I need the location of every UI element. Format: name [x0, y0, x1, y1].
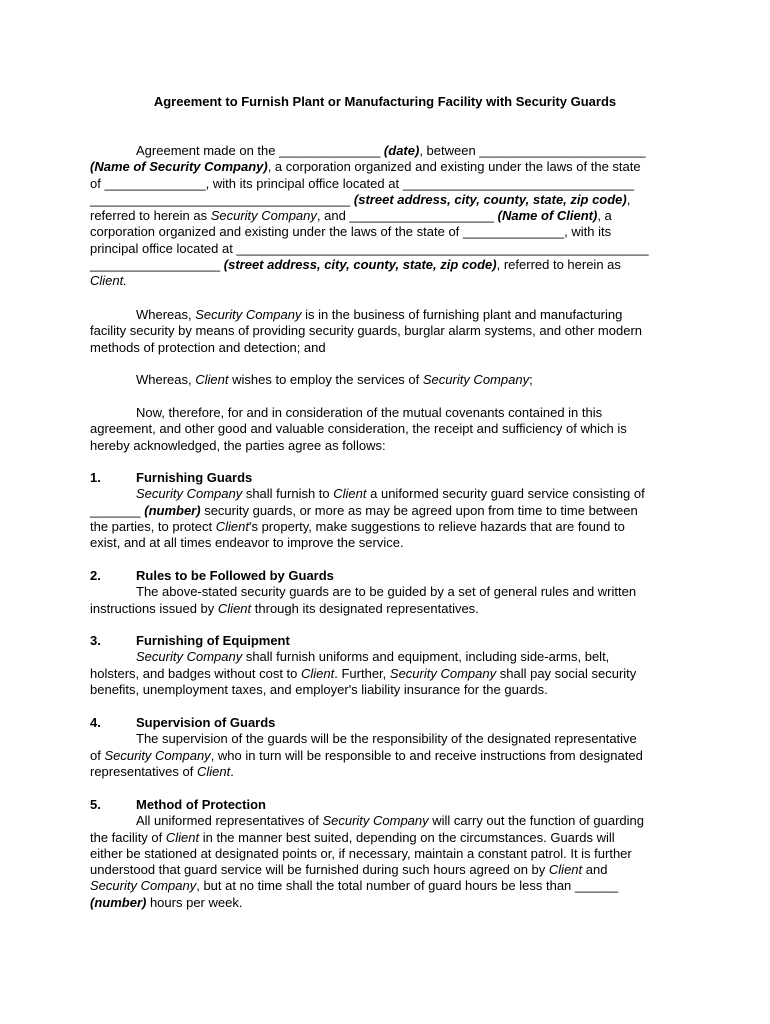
text-line: Security Company shall furnish uniforms and equipment, including side-arms, belt, — [136, 649, 610, 665]
text-line: principal office located at _________________________________________________________ — [90, 240, 649, 256]
text-line: All uniformed representatives of Security Company will carry out the function of guarding — [136, 813, 644, 829]
section-supervision — [90, 715, 680, 780]
text-line: Client. — [90, 273, 127, 289]
text-line: methods of protection and detection; and — [90, 339, 326, 355]
text-line: of Security Company, who in turn will be responsible to and receive instructions from designated — [90, 747, 643, 763]
text-line: (number) hours per week. — [90, 894, 243, 910]
section-equipment — [90, 633, 680, 698]
text-line: Whereas, Client wishes to employ the services of Security Company; — [136, 372, 533, 387]
text-line: __________________ (street address, city, county, state, zip code), referred to herein as — [90, 257, 621, 273]
text-line: The above-stated security guards are to be guided by a set of general rules and written — [136, 584, 637, 600]
text-line: agreement, and other good and valuable consideration, the receipt and sufficiency of which is — [90, 421, 627, 437]
text-line: Agreement made on the ______________ (date), between _______________________ — [136, 143, 646, 158]
section-heading: 2. Rules to be Followed by Guards — [90, 568, 334, 583]
text-line: Security Company shall furnish to Client a uniformed security guard service consisting of — [136, 486, 645, 502]
whereas-paragraph-2 — [90, 372, 680, 388]
whereas-paragraph-1 — [90, 307, 680, 356]
text-line: corporation organized and existing under the laws of the state of ______________, with its — [90, 224, 612, 240]
text-line: hereby acknowledged, the parties agree as follows: — [90, 437, 386, 453]
text-line: the parties, to protect Client's property, make suggestions to relieve hazards that are found to — [90, 518, 625, 534]
text-line: benefits, unemployment taxes, and employer's liability insurance for the guards. — [90, 681, 548, 697]
text-line: (Name of Security Company), a corporation organized and existing under the laws of the state — [90, 159, 641, 175]
text-line: Whereas, Security Company is in the business of furnishing plant and manufacturing — [136, 307, 623, 322]
now-therefore-paragraph — [90, 405, 680, 454]
section-heading: 4. Supervision of Guards — [90, 715, 276, 730]
text-line: facility security by means of providing security guards, burglar alarm systems, and other modern — [90, 323, 643, 339]
text-line: exist, and at all times endeavor to improve the service. — [90, 535, 404, 551]
text-line: either be stationed at designated points or, if necessary, maintain a constant patrol. It is further — [90, 845, 632, 861]
text-line: Security Company, but at no time shall the total number of guard hours be less than ______ — [90, 878, 619, 894]
text-line: referred to herein as Security Company, and ____________________ (Name of Client), a — [90, 208, 612, 224]
document-title: Agreement to Furnish Plant or Manufacturing Facility with Security Guards — [153, 94, 617, 109]
text-line: instructions issued by Client through its designated representatives. — [90, 600, 479, 616]
text-line: of ______________, with its principal office located at ________________________________ — [90, 175, 635, 191]
text-line: The supervision of the guards will be the responsibility of the designated representative — [136, 731, 637, 747]
intro-paragraph — [90, 143, 680, 290]
section-method-of-protection — [90, 797, 680, 911]
text-line: representatives of Client. — [90, 763, 234, 779]
section-heading: 5. Method of Protection — [90, 797, 266, 812]
section-rules — [90, 568, 680, 617]
section-furnishing-guards — [90, 470, 680, 551]
section-heading: 1. Furnishing Guards — [90, 470, 253, 485]
text-line: ____________________________________ (street address, city, county, state, zip code), — [90, 191, 631, 207]
section-heading: 3. Furnishing of Equipment — [90, 633, 290, 648]
text-line: Now, therefore, for and in consideration of the mutual covenants contained in this — [136, 405, 603, 420]
text-line: _______ (number) security guards, or more as may be agreed upon from time to time between — [90, 502, 638, 518]
text-line: holsters, and badges without cost to Client. Further, Security Company shall pay social security — [90, 665, 637, 681]
text-line: the facility of Client in the manner best suited, depending on the circumstances. Guards will — [90, 829, 615, 845]
text-line: understood that guard service will be furnished during such hours agreed on by Client and — [90, 862, 608, 878]
